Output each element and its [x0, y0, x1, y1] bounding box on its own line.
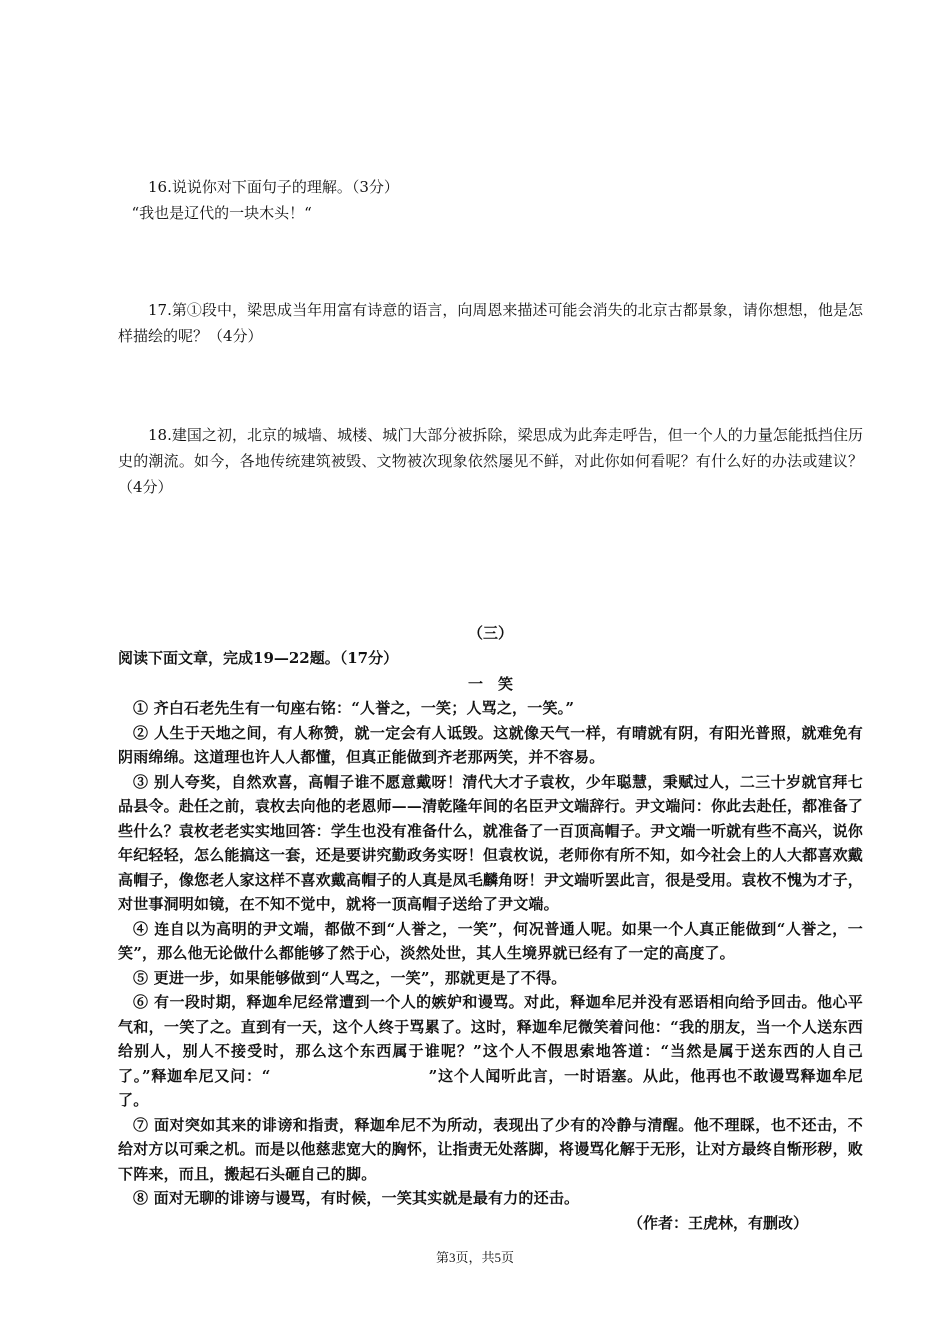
- question-18-text: 18.建国之初，北京的城墙、城楼、城门大部分被拆除，梁思成为此奔走呼告，但一个人的力量怎能抵挡住历史的潮流。如今，各地传统建筑被毁、文物被次现象依然屡见不鲜，对此你如何看呢？有什么好的办法或建议？（4分）: [118, 426, 863, 496]
- passage-paragraph-6: ⑥ 有一段时期，释迦牟尼经常遭到一个人的嫉妒和谩骂。对此，释迦牟尼并没有恶语相向给予回击。他心平气和，一笑了之。直到有一天，这个人终于骂累了。这时，释迦牟尼微笑着问他：“我的朋友，当一个人送东西给别人，别人不接受时，那么这个东西属于谁呢？”这个人不假思索地答道：“当然是属于送东西的人自己了。”释迦牟尼又问：“ ”这个人闻听此言，一时语塞。从此，他再也不敢谩骂释迦牟尼了。: [118, 993, 863, 1109]
- passage-paragraph-1: ① 齐白石老先生有一句座右铭：“人誉之，一笑；人骂之，一笑。”: [133, 699, 575, 717]
- passage-title: 一 笑: [467, 675, 513, 693]
- passage-body: [118, 696, 863, 1235]
- passage-paragraph-7: ⑦ 面对突如其来的诽谤和指责，释迦牟尼不为所动，表现出了少有的冷静与清醒。他不理睬，也不还击，不给对方以可乘之机。而是以他慈悲宽大的胸怀，让指责无处落脚，将谩骂化解于无形，让对方最终自惭形秽，败下阵来，而且，搬起石头砸自己的脚。: [118, 1115, 863, 1183]
- passage-paragraph-3: ③ 别人夸奖，自然欢喜，高帽子谁不愿意戴呀！清代大才子袁枚，少年聪慧，秉赋过人，二三十岁就官拜七品县令。赴任之前，袁枚去向他的老恩师——清乾隆年间的名臣尹文端辞行。尹文端问：你此去赴任，都准备了些什么？袁枚老老实实地回答：学生也没有准备什么，就准备了一百顶高帽子。尹文端一听就有些不高兴，说你年纪轻轻，怎么能搞这一套，还是要讲究勤政务实呀！但袁枚说，老师你有所不知，如今社会上的人大都喜欢戴高帽子，像您老人家这样不喜欢戴高帽子的人真是凤毛麟角呀！尹文端听罢此言，很是受用。袁枚不愧为才子，对世事洞明如镜，在不知不觉中，就将一顶高帽子送给了尹文端。: [118, 772, 863, 913]
- question-16: [118, 174, 863, 226]
- passage-paragraph-2: ② 人生于天地之间，有人称赞，就一定会有人诋毁。这就像天气一样，有晴就有阴，有阳光普照，就难免有阴雨绵绵。这道理也许人人都懂，但真正能做到齐老那两笑，并不容易。: [118, 723, 863, 766]
- question-16-prompt: 16.说说你对下面句子的理解。（3分）: [148, 178, 399, 196]
- page-footer: 第3页，共5页: [435, 1250, 514, 1265]
- passage-paragraph-4: ④ 连自以为高明的尹文端，都做不到“人誉之，一笑”，何况普通人呢。如果一个人真正能做到“人誉之，一笑”，那么他无论做什么都能够了然于心，淡然处世，其人生境界就已经有了一定的高度了。: [118, 919, 863, 962]
- question-18: [118, 422, 863, 500]
- passage-paragraph-5: ⑤ 更进一步，如果能够做到“人骂之，一笑”，那就更是了不得。: [133, 968, 567, 987]
- passage-attribution: （作者：王虎林，有删改）: [627, 1213, 808, 1232]
- question-17-text: 17.第①段中，梁思成当年用富有诗意的语言，向周恩来描述可能会消失的北京古都景象，请你想想，他是怎样描绘的呢？（4分）: [118, 301, 863, 345]
- section-number: （三）: [467, 624, 513, 642]
- section-instruction: 阅读下面文章，完成19—22题。（17分）: [118, 649, 399, 667]
- passage-paragraph-8: ⑧ 面对无聊的诽谤与谩骂，有时候，一笑其实就是最有力的还击。: [133, 1189, 580, 1207]
- question-16-quote: “我也是辽代的一块木头！“: [131, 204, 312, 222]
- question-17: [118, 297, 863, 349]
